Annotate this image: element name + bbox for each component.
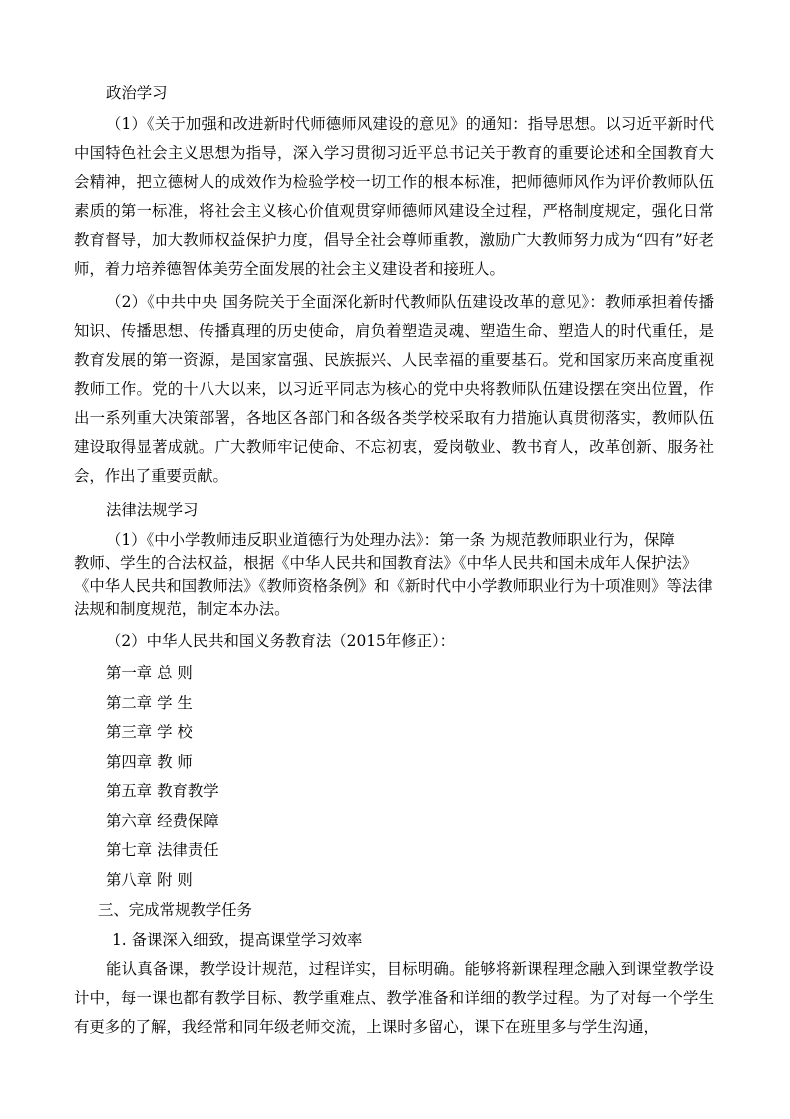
document-body [74,78,714,1042]
misconduct-rules-first-line: （1）《中小学教师违反职业道德行为处理办法》：第一条 为规范教师职业行为，保障 [106,531,675,549]
chapter-list [74,659,714,895]
chapter-item: 第六章 经费保障 [106,811,219,830]
chapter-item: 第四章 教 师 [106,752,193,771]
chapter-item: 第八章 附 则 [106,870,193,889]
paragraph-teacher-ethics-opinion: （1）《关于加强和改进新时代师德师风建设的意见》的通知：指导思想。以习近平新时代中国特色社会主义思想为指导，深入学习贯彻习近平总书记关于教育的重要论述和全国教育大会精神，把立德树人的成效作为检验学校一切工作的根本标准，把师德师风作为评价教师队伍素质的第一标准，将社会主义核心价值观贯穿师德师风建设全过程，严格制度规定，强化日常教育督导，加大教师权益保护力度，倡导全社会尊师重教，激励广大教师努力成为“四有”好老师，着力培养德智体美劳全面发展的社会主义建设者和接班人。 [74,115,714,278]
chapter-item: 第三章 学 校 [106,723,193,741]
chapter-item: 第七章 法律责任 [106,841,219,859]
chapter-item: 第二章 学 生 [106,693,193,712]
chapter-item: 第五章 教育教学 [106,782,219,800]
paragraph-teacher-reform-opinion: （2）《中共中央 国务院关于全面深化新时代教师队伍建设改革的意见》：教师承担着传播知识、传播思想、传播真理的历史使命，肩负着塑造灵魂、塑造生命、塑造人的时代重任，是教育发展的第一资源，是国家富强、民族振兴、人民幸福的重要基石。党和国家历来高度重视教师工作。党的十八大以来，以习近平同志为核心的党中央将教师队伍建设摆在突出位置，作出一系列重大决策部署，各地区各部门和各级各类学校采取有力措施认真贯彻落实，教师队伍建设取得显著成就。广大教师牢记使命、不忘初衷，爱岗敬业、教书育人，改革创新、服务社会，作出了重要贡献。 [74,293,714,485]
political-study-heading: 政治学习 [106,84,168,102]
chapter-item: 第一章 总 则 [106,664,193,682]
lesson-preparation-heading: 1. 备课深入细致，提高课堂学习效率 [112,931,363,949]
paragraph-lesson-preparation: 能认真备课，教学设计规范，过程详实，目标明确。能够将新课程理念融入到课堂教学设计中，每一课也都有教学目标、教学重难点、教学准备和详细的教学过程。为了对每一个学生有更多的了解，我经常和同年级老师交流，上课时多留心，课下在班里多与学生沟通， [74,960,714,1036]
paragraph-teacher-misconduct-rules [74,529,714,621]
section-three-heading: 三、完成常规教学任务 [98,901,252,919]
compulsory-education-law-title: （2）中华人民共和国义务教育法（2015年修正）： [106,632,456,650]
law-study-heading: 法律法规学习 [106,501,199,519]
misconduct-rules-continuation: 教师、学生的合法权益，根据《中华人民共和国教育法》《中华人民共和国未成年人保护法》《中华人民共和国教师法》《教师资格条例》和《新时代中小学教师职业行为十项准则》等法律法规和制度规范，制定本办法。 [74,554,713,618]
